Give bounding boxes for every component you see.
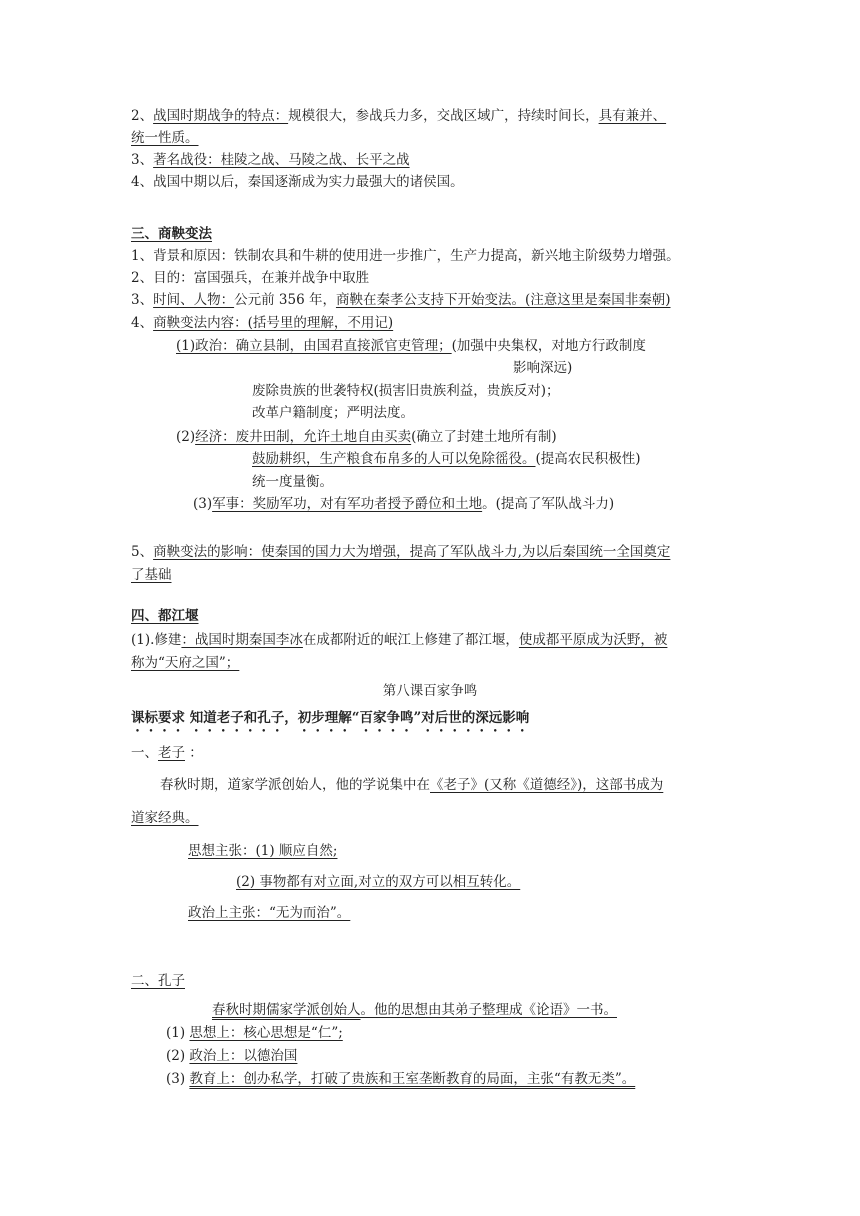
shang-purpose-line: 2、目的：富国强兵，在兼并战争中取胜 (131, 270, 370, 286)
famous-battles-text: 著名战役：桂陵之战、马陵之战、长平之战 (153, 152, 410, 168)
political-line (176, 336, 646, 356)
curriculum-requirement: 课标要求 知道老子和孔子，初步理解“百家争鸣”对后世的深远影响 (131, 710, 530, 726)
laozi-colon: ： (185, 745, 203, 761)
kongzi-point-3-text: 教育上：创办私学，打破了贵族和王室垄断教育的局面，主张“有教无类”。 (189, 1071, 636, 1087)
shang-impact-line (131, 542, 670, 562)
item-number: 3、 (131, 292, 154, 308)
kongzi-point-1 (166, 1023, 343, 1043)
shang-time-text: 商鞅在秦孝公支持下开始变法。(注意这里是秦国非秦朝) (335, 292, 671, 308)
shang-time-label: 时间、人物： (153, 292, 235, 308)
political-household-line: 改革户籍制度；严明法度。 (252, 405, 414, 421)
laozi-intro-text: 春秋时期，道家学派创始人，他的学说集中在 (160, 777, 430, 793)
economic-line (176, 427, 557, 447)
item-number: (2) (166, 1048, 190, 1064)
laozi-intro-line (160, 775, 663, 795)
item-number: 3、 (131, 152, 154, 168)
war-feature-emphasis: 具有兼并、 (598, 108, 667, 124)
military-line (193, 494, 614, 514)
dujiang-build-result-cont: 称为“天府之国”； (131, 655, 240, 671)
kongzi-point-1-text: 思想上：核心思想是“仁”; (189, 1025, 343, 1041)
military-note: 。(提高了军队战斗力) (482, 496, 615, 512)
laozi-politics: 政治上主张：“无为而治”。 (188, 905, 351, 921)
economic-farming-line (252, 449, 641, 469)
kongzi-point-2 (166, 1046, 297, 1066)
qin-strongest-line: 4、战国中期以后，秦国逐渐成为实力最强大的诸侯国。 (131, 174, 464, 190)
item-number: (3) (193, 496, 213, 512)
shang-content-line (131, 313, 393, 333)
economic-note: (确立了封建土地所有制) (411, 429, 557, 445)
war-feature-emphasis-cont: 统一性质。 (131, 130, 199, 146)
war-feature-line (131, 106, 666, 126)
laozi-book: 《老子》(又称《道德经》)，这部书成为 (430, 777, 664, 793)
shang-background-line: 1、背景和原因：铁制农具和牛耕的使用进一步推广，生产力提高，新兴地主阶级势力增强。 (131, 248, 680, 264)
shang-time-line (131, 290, 671, 310)
laozi-heading (131, 743, 203, 763)
laozi-intro-line-cont (131, 808, 199, 828)
shang-impact-line-cont (131, 565, 172, 585)
famous-battles-line (131, 150, 410, 170)
political-abolish-line: 废除贵族的世袭特权(损害旧贵族利益，贵族反对)； (252, 383, 560, 399)
item-number: 5、 (131, 544, 154, 560)
war-feature-text: 规模很大，参战兵力多，交战区域广，持续时间长， (288, 108, 599, 124)
laozi-thought-1: 思想主张：(1) 顺应自然; (188, 843, 338, 859)
dujiang-build-line (131, 630, 667, 650)
laozi-thought-2: (2) 事物都有对立面,对立的双方可以相互转化。 (236, 874, 521, 890)
kongzi-analects: 。他的思想由其弟子整理成《论语》一书。 (360, 1002, 617, 1018)
lesson-title: 第八课百家争鸣 (382, 683, 478, 699)
shang-content-label: 商鞅变法内容： (153, 315, 248, 331)
item-number: (1) (166, 1025, 190, 1041)
war-feature-line-cont (131, 128, 199, 148)
shang-impact-text-cont: 了基础 (131, 567, 172, 583)
dujiang-heading: 四、都江堰 (131, 608, 199, 624)
kongzi-heading: 二、孔子 (131, 973, 185, 989)
item-number: 4、 (131, 315, 154, 331)
laozi-name: 老子 (158, 745, 185, 761)
economic-text: 经济：废井田制，允许土地自由买卖 (195, 429, 412, 445)
laozi-book-cont: 道家经典。 (131, 810, 199, 826)
item-number: 一、 (131, 745, 158, 761)
economic-farming-note: (提高农民积极性) (535, 451, 641, 467)
economic-measures-line: 统一度量衡。 (252, 474, 333, 490)
political-note: (加强中央集权，对地方行政制度 (451, 338, 646, 354)
dujiang-build-result: 使成都平原成为沃野，被 (518, 632, 668, 648)
shang-time-year: 公元前 356 年， (234, 292, 336, 308)
dujiang-build-who: ：战国时期秦国李冰 (181, 632, 303, 648)
political-note-cont: 影响深远) (513, 360, 573, 376)
dujiang-build-line-cont (131, 653, 239, 673)
dujiang-build-where: 在成都附近的岷江上修建了都江堰， (302, 632, 519, 648)
dujiang-build-label: (1).修建 (131, 632, 182, 648)
kongzi-intro-line (212, 1000, 617, 1020)
item-number: 2、 (131, 108, 154, 124)
kongzi-point-2-text: 政治上：以德治国 (189, 1048, 298, 1064)
shang-heading: 三、商鞅变法 (131, 226, 212, 242)
item-number: (3) (166, 1071, 190, 1087)
military-text: 军事：奖励军功，对有军功者授予爵位和土地 (212, 496, 483, 512)
shang-content-note: (括号里的理解，不用记) (247, 315, 394, 331)
item-number: (2) (176, 429, 196, 445)
political-text: (1)政治：确立县制，由国君直接派官吏管理； (176, 338, 452, 354)
war-feature-label: 战国时期战争的特点： (153, 108, 289, 124)
kongzi-intro-text: 春秋时期儒家学派创始人 (212, 1002, 361, 1018)
kongzi-point-3 (166, 1069, 635, 1089)
shang-impact-text: 商鞅变法的影响：使秦国的国力大为增强，提高了军队战斗力,为以后秦国统一全国奠定 (153, 544, 671, 560)
economic-farming-text: 鼓励耕织，生产粮食布帛多的人可以免除徭役。 (252, 451, 536, 467)
